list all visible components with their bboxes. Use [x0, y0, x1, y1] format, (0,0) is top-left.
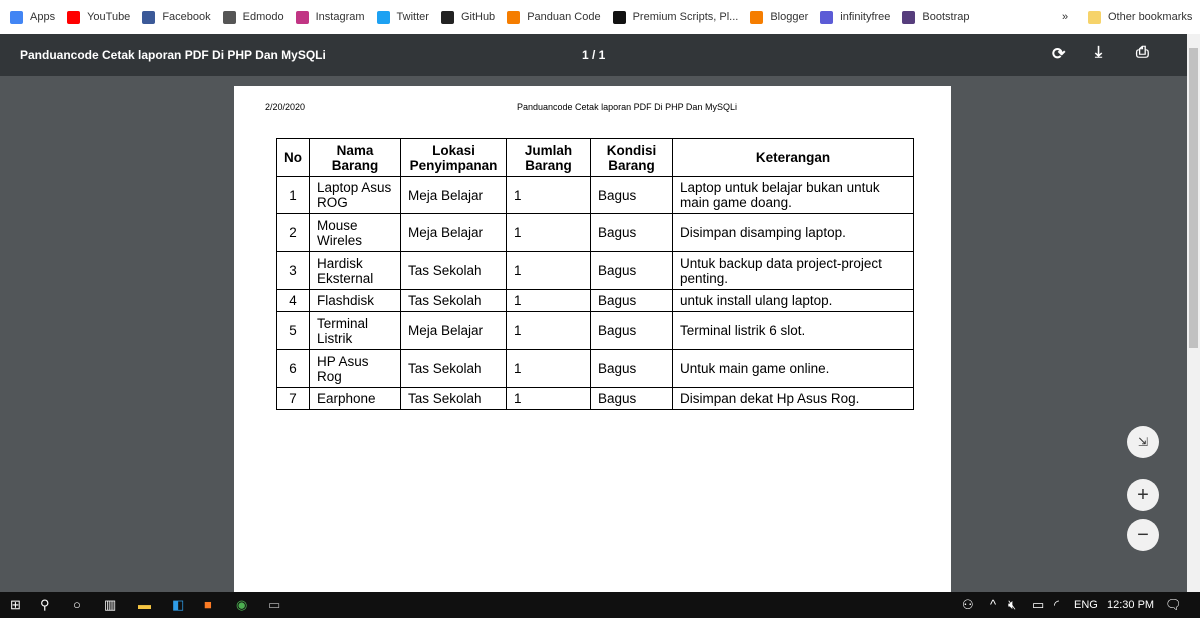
- language-indicator[interactable]: ENG: [1074, 599, 1098, 611]
- table-cell: Tas Sekolah: [401, 350, 507, 388]
- table-cell: 1: [507, 388, 591, 410]
- rotate-icon[interactable]: ⟳: [1052, 46, 1066, 63]
- column-header: Lokasi Penyimpanan: [401, 139, 507, 177]
- table-row: [277, 252, 914, 290]
- xampp-icon[interactable]: ■: [204, 597, 212, 612]
- table-cell: untuk install ulang laptop.: [673, 290, 914, 312]
- table-cell: 5: [277, 312, 310, 350]
- bookmark-label: infinityfree: [840, 11, 891, 23]
- other-bookmarks-label: Other bookmarks: [1108, 11, 1193, 23]
- table-row: [277, 388, 914, 410]
- table-cell: Terminal Listrik: [310, 312, 401, 350]
- table-row: [277, 177, 914, 214]
- windows-start-icon[interactable]: ⊞: [10, 597, 21, 612]
- scrollbar-thumb[interactable]: [1189, 48, 1198, 348]
- table-row: [277, 312, 914, 350]
- table-cell: Bagus: [591, 214, 673, 252]
- table-cell: Bagus: [591, 290, 673, 312]
- bookmark-panduan-code[interactable]: [507, 11, 600, 24]
- table-cell: Disimpan dekat Hp Asus Rog.: [673, 388, 914, 410]
- bookmarks-bar: [0, 0, 1200, 34]
- print-icon[interactable]: ⎙: [1136, 44, 1149, 61]
- youtube-icon: [67, 11, 80, 24]
- table-cell: 7: [277, 388, 310, 410]
- folder-icon: [1088, 11, 1101, 24]
- table-cell: Laptop untuk belajar bukan untuk main game doang.: [673, 177, 914, 214]
- table-cell: Mouse Wireles: [310, 214, 401, 252]
- table-cell: 1: [507, 177, 591, 214]
- chrome-icon[interactable]: ◉: [236, 597, 248, 612]
- scrollbar[interactable]: [1187, 34, 1200, 592]
- table-cell: 1: [507, 350, 591, 388]
- table-cell: 1: [507, 214, 591, 252]
- table-cell: Untuk main game online.: [673, 350, 914, 388]
- table-row: [277, 290, 914, 312]
- bookmark-label: Apps: [30, 11, 56, 23]
- chevron-up-icon[interactable]: ^: [990, 597, 997, 612]
- document-title: Panduancode Cetak laporan PDF Di PHP Dan MySQLi: [20, 48, 326, 62]
- column-header: Keterangan: [673, 139, 914, 177]
- more-bookmarks-button[interactable]: »: [1062, 11, 1069, 23]
- table-cell: Earphone: [310, 388, 401, 410]
- pdf-page: [234, 86, 951, 592]
- search-icon[interactable]: ⚲: [40, 597, 50, 612]
- other-bookmarks[interactable]: [1088, 11, 1192, 24]
- bookmark-blogger[interactable]: [750, 11, 808, 24]
- bookmark-edmodo[interactable]: [223, 11, 284, 24]
- table-cell: Tas Sekolah: [401, 252, 507, 290]
- bookmark-label: YouTube: [87, 11, 131, 23]
- table-cell: Bagus: [591, 312, 673, 350]
- instagram-icon: [296, 11, 309, 24]
- bookmark-label: Facebook: [162, 11, 211, 23]
- bookmark-label: Twitter: [396, 11, 429, 23]
- bookmark-apps[interactable]: [10, 11, 55, 24]
- table-cell: 1: [507, 312, 591, 350]
- table-cell: Bagus: [591, 252, 673, 290]
- zoom-in-button[interactable]: +: [1127, 479, 1159, 511]
- bookmark-youtube[interactable]: [67, 11, 130, 24]
- table-cell: 6: [277, 350, 310, 388]
- infinity-icon: [820, 11, 833, 24]
- table-cell: Meja Belajar: [401, 312, 507, 350]
- table-cell: Laptop Asus ROG: [310, 177, 401, 214]
- vscode-icon[interactable]: ◧: [172, 597, 185, 612]
- table-cell: Terminal listrik 6 slot.: [673, 312, 914, 350]
- column-header: No: [277, 139, 310, 177]
- apps-grid-icon: [10, 11, 23, 24]
- globe-icon: [223, 11, 236, 24]
- blogger-icon: [507, 11, 520, 24]
- table-cell: Tas Sekolah: [401, 290, 507, 312]
- cortana-icon[interactable]: ○: [73, 597, 81, 612]
- bookmark-facebook[interactable]: [142, 11, 210, 24]
- bookmark-bootstrap[interactable]: [902, 11, 969, 24]
- table-cell: Tas Sekolah: [401, 388, 507, 410]
- wifi-icon[interactable]: ◜: [1054, 597, 1060, 612]
- bookmark-label: Blogger: [770, 11, 809, 23]
- bookmark-instagram[interactable]: [296, 11, 365, 24]
- table-cell: Meja Belajar: [401, 214, 507, 252]
- bookmark-label: Edmodo: [242, 11, 284, 23]
- bookmark-label: Instagram: [315, 11, 365, 23]
- page-indicator: 1 / 1: [582, 48, 606, 62]
- table-cell: Flashdisk: [310, 290, 401, 312]
- notifications-icon[interactable]: 🗨︎: [1165, 597, 1182, 612]
- table-cell: Hardisk Eksternal: [310, 252, 401, 290]
- bookmark-infinityfree[interactable]: [820, 11, 890, 24]
- report-table: [276, 138, 914, 410]
- bookmark-twitter[interactable]: [377, 11, 429, 24]
- table-cell: Bagus: [591, 388, 673, 410]
- bookmark-label: Panduan Code: [527, 11, 601, 23]
- print-header: Panduancode Cetak laporan PDF Di PHP Dan MySQLi: [517, 102, 737, 112]
- zoom-out-button[interactable]: −: [1127, 519, 1159, 551]
- battery-icon[interactable]: ▭: [1032, 597, 1045, 612]
- facebook-icon: [142, 11, 155, 24]
- table-cell: 1: [507, 290, 591, 312]
- table-row: [277, 214, 914, 252]
- pdf-toolbar: [0, 34, 1200, 76]
- bookmark-label: GitHub: [460, 11, 496, 23]
- fit-page-button[interactable]: ⇲: [1127, 426, 1159, 458]
- table-cell: 2: [277, 214, 310, 252]
- table-cell: Bagus: [591, 177, 673, 214]
- bookmark-premium-scripts-pl-[interactable]: [613, 11, 739, 24]
- table-row: [277, 350, 914, 388]
- table-cell: Untuk backup data project-project penting.: [673, 252, 914, 290]
- table-cell: 1: [277, 177, 310, 214]
- table-cell: Meja Belajar: [401, 177, 507, 214]
- github-icon: [441, 11, 454, 24]
- people-icon[interactable]: ⚇: [962, 597, 974, 612]
- bookmark-label: Premium Scripts, Pl...: [632, 11, 739, 23]
- table-cell: 4: [277, 290, 310, 312]
- blogger-icon: [750, 11, 763, 24]
- table-cell: 1: [507, 252, 591, 290]
- bookmark-label: Bootstrap: [922, 11, 970, 23]
- column-header: Jumlah Barang: [507, 139, 591, 177]
- table-cell: 3: [277, 252, 310, 290]
- table-cell: HP Asus Rog: [310, 350, 401, 388]
- task-view-icon[interactable]: ▥: [104, 597, 117, 612]
- clock[interactable]: 12:30 PM: [1107, 599, 1155, 611]
- column-header: Kondisi Barang: [591, 139, 673, 177]
- file-explorer-icon[interactable]: ▬: [138, 597, 151, 612]
- twitter-icon: [377, 11, 390, 24]
- volume-muted-icon[interactable]: 🔇︎: [1008, 597, 1017, 612]
- bootstrap-icon: [902, 11, 915, 24]
- bookmark-github[interactable]: [441, 11, 495, 24]
- cl-icon: [613, 11, 626, 24]
- table-cell: Disimpan disamping laptop.: [673, 214, 914, 252]
- taskbar: [0, 592, 1200, 618]
- download-icon[interactable]: ⤓: [1095, 44, 1103, 61]
- table-cell: Bagus: [591, 350, 673, 388]
- column-header: Nama Barang: [310, 139, 401, 177]
- terminal-icon[interactable]: ▭: [268, 597, 281, 612]
- print-date: 2/20/2020: [265, 102, 306, 112]
